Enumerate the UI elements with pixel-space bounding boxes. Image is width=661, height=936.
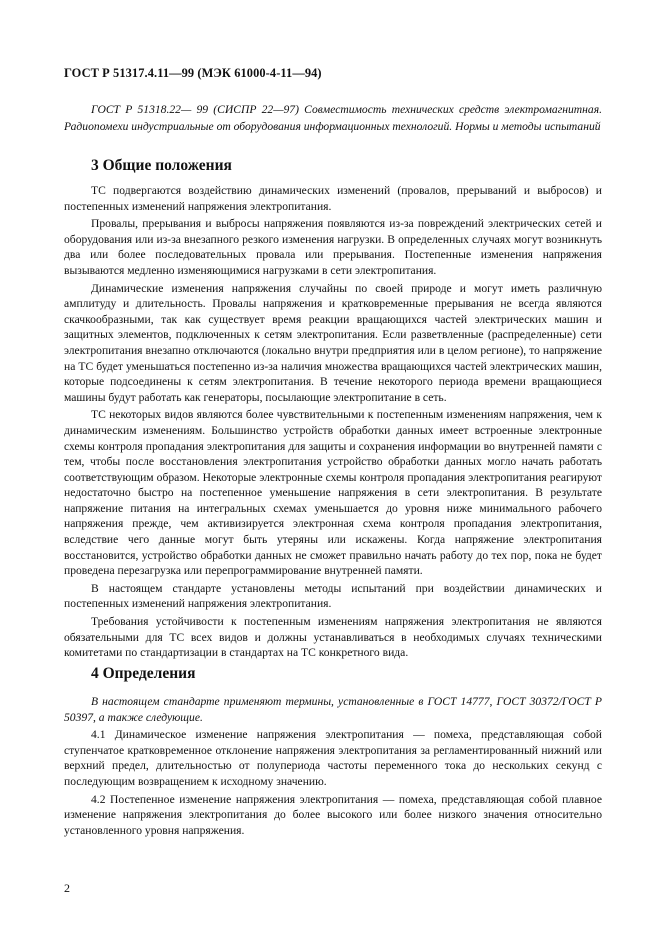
section-3-body [64,183,602,663]
document-header: ГОСТ Р 51317.4.11—99 (МЭК 61000-4-11—94) [64,66,322,80]
page-number: 2 [64,881,70,895]
definition-4-1: 4.1 Динамическое изменение напряжения электропитания — помеха, представляющая собой ступенчатое кратковременное отклонение напряжения электропитания за регламентированный нижний или верхний предел, длительностью от полупериода частоты переменного тока до нескольких секунд с последующим возвращением к исходному значению. [64,728,602,788]
definition-4-2: 4.2 Постепенное изменение напряжения электропитания — помеха, представляющая собой плавное изменение напряжения электропитания до более высокого или более низкого значения относительно установленного уровня напряжения. [64,792,602,837]
section-3-paragraph: Требования устойчивости к постепенным изменениям напряжения электропитания не являются обязательными для ТС всех видов и должны устанавливаться в необходимых случаях техническими комитетами по стандартизации в стандартах на ТС конкретного вида. [64,615,602,660]
section-3-paragraph: ТС некоторых видов являются более чувствительными к постепенным изменениям напряжения, чем к динамическим изменениям. Большинство устройств обработки данных имеет встроенные электронные схемы контроля пропадания электропитания для защиты и сохранения информации во внутренней памяти с тем, чтобы после восстановления электропитания устройство обработки данных могло начать работать соответствующим образом. Некоторые электронные схемы контроля пропадания электропитания реагируют недостаточно быстро на постепенное уменьшение напряжения в сети электропитания. В результате напряжение питания на интегральных схемах уменьшается до уровня ниже минимального рабочего напряжения прежде, чем активизируется электронная схема контроля пропадания электропитания, вследствие чего данные могут быть утеряны или искажены. Когда напряжение электропитания восстановится, устройство обработки данных не сможет правильно начать работу до тех пор, пока не будет проведена перезагрузка или перепрограммирование внутренней памяти. [64,408,602,578]
section-3-paragraph: ТС подвергаются воздействию динамических изменений (провалов, прерываний и выбросов) и постепенных изменений напряжения электропитания. [64,184,602,213]
section-3-title: 3 Общие положения [91,157,232,174]
section-4-lead: В настоящем стандарте применяют термины, установленные в ГОСТ 14777, ГОСТ 30372/ГОСТ Р 50397, а также следующие. [64,695,602,724]
section-3-paragraph: Динамические изменения напряжения случайны по своей природе и могут иметь различную амплитуду и длительность. Провалы напряжения и кратковременные прерывания не всегда являются скачкообразными, так как существует время реакции вращающихся частей электрических машин и защитных элементов, подключенных к сетям электропитания. Если разветвленные (распределенные) сети электропитания внезапно отключаются (локально внутри предприятия или в целом регионе), то напряжение на ТС будет уменьшаться постепенно из-за наличия множества вращающихся частей электрических машин, которые подсоединены к сетям электропитания. В течение некоторого периода времени вращающиеся машины будут работать как генераторы, посылающие электропитание в сеть. [64,281,602,404]
section-3-paragraph: В настоящем стандарте установлены методы испытаний при воздействии динамических и постепенных изменений напряжения электропитания. [64,581,602,611]
section-3-paragraph: Провалы, прерывания и выбросы напряжения появляются из-за повреждений электрических сетей и оборудования или из-за внезапного резкого изменения нагрузки. В определенных случаях могут возникнуть два или более последовательных провала или прерывания. Постепенные изменения напряжения вызываются медленно изменяющимися нагрузками в сети электропитания. [64,217,602,277]
normative-reference: ГОСТ Р 51318.22— 99 (СИСПР 22—97) Совместимость технических средств электромагнитная. Радиопомехи индустриальные от оборудования информационных технологий. Нормы и методы испытаний [64,103,602,134]
section-4-title: 4 Определения [91,665,196,682]
section-4-body [64,694,602,840]
